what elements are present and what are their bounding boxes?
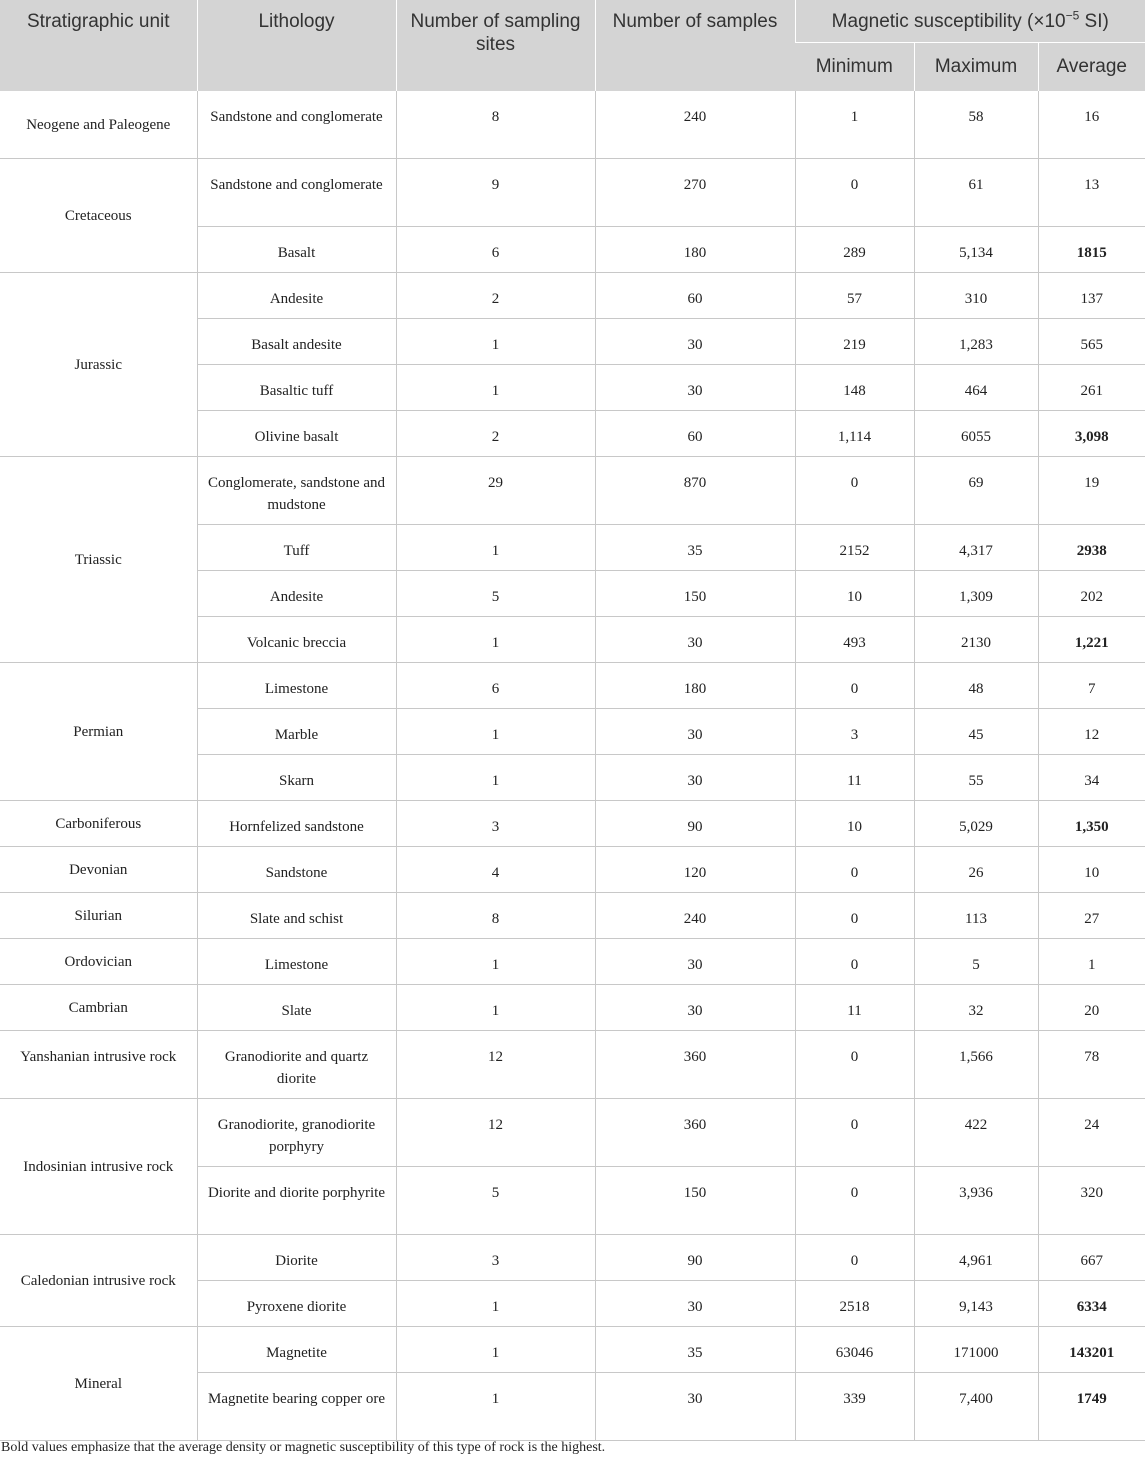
unit-cell: Neogene and Paleogene [0, 91, 197, 159]
unit-cell: Permian [0, 663, 197, 801]
header-minimum: Minimum [795, 43, 914, 92]
avg-cell: 143201 [1038, 1327, 1145, 1373]
avg-cell: 10 [1038, 847, 1145, 893]
samples-cell: 240 [595, 893, 795, 939]
max-cell: 310 [914, 273, 1038, 319]
sites-cell: 5 [396, 571, 595, 617]
sites-cell: 1 [396, 709, 595, 755]
samples-cell: 30 [595, 365, 795, 411]
table-row [0, 1031, 1145, 1099]
max-cell: 464 [914, 365, 1038, 411]
min-cell: 10 [795, 571, 914, 617]
lithology-cell: Magnetite bearing copper ore [197, 1373, 396, 1441]
lithology-cell: Hornfelized sandstone [197, 801, 396, 847]
sites-cell: 5 [396, 1167, 595, 1235]
header-samples: Number of samples [595, 0, 795, 91]
avg-cell: 137 [1038, 273, 1145, 319]
max-cell: 1,283 [914, 319, 1038, 365]
unit-cell: Cambrian [0, 985, 197, 1031]
min-cell: 0 [795, 663, 914, 709]
avg-cell: 1,221 [1038, 617, 1145, 663]
samples-cell: 60 [595, 411, 795, 457]
header-average: Average [1038, 43, 1145, 92]
sites-cell: 1 [396, 755, 595, 801]
sites-cell: 2 [396, 411, 595, 457]
max-cell: 2130 [914, 617, 1038, 663]
avg-cell: 19 [1038, 457, 1145, 525]
avg-cell: 261 [1038, 365, 1145, 411]
table-row [0, 663, 1145, 709]
max-cell: 6055 [914, 411, 1038, 457]
min-cell: 0 [795, 457, 914, 525]
sites-cell: 4 [396, 847, 595, 893]
samples-cell: 60 [595, 273, 795, 319]
lithology-cell: Magnetite [197, 1327, 396, 1373]
samples-cell: 35 [595, 525, 795, 571]
header-mag-exponent: −5 [1065, 8, 1080, 23]
unit-cell: Indosinian intrusive rock [0, 1099, 197, 1235]
max-cell: 9,143 [914, 1281, 1038, 1327]
avg-cell: 16 [1038, 91, 1145, 159]
sites-cell: 3 [396, 801, 595, 847]
sites-cell: 1 [396, 1373, 595, 1441]
avg-cell: 1815 [1038, 227, 1145, 273]
samples-cell: 35 [595, 1327, 795, 1373]
min-cell: 0 [795, 159, 914, 227]
min-cell: 10 [795, 801, 914, 847]
table-row [0, 847, 1145, 893]
lithology-cell: Granodiorite and quartz diorite [197, 1031, 396, 1099]
unit-cell: Mineral [0, 1327, 197, 1441]
samples-cell: 870 [595, 457, 795, 525]
avg-cell: 13 [1038, 159, 1145, 227]
sites-cell: 8 [396, 91, 595, 159]
min-cell: 0 [795, 1031, 914, 1099]
min-cell: 148 [795, 365, 914, 411]
max-cell: 48 [914, 663, 1038, 709]
max-cell: 26 [914, 847, 1038, 893]
avg-cell: 24 [1038, 1099, 1145, 1167]
samples-cell: 30 [595, 617, 795, 663]
samples-cell: 150 [595, 1167, 795, 1235]
table-footnote: Bold values emphasize that the average density or magnetic susceptibility of this type of rock is the highest. [1, 1440, 606, 1455]
max-cell: 5,029 [914, 801, 1038, 847]
header-maximum: Maximum [914, 43, 1038, 92]
lithology-cell: Diorite [197, 1235, 396, 1281]
max-cell: 4,317 [914, 525, 1038, 571]
samples-cell: 90 [595, 1235, 795, 1281]
max-cell: 422 [914, 1099, 1038, 1167]
lithology-cell: Basalt [197, 227, 396, 273]
lithology-cell: Basaltic tuff [197, 365, 396, 411]
max-cell: 7,400 [914, 1373, 1038, 1441]
avg-cell: 27 [1038, 893, 1145, 939]
min-cell: 493 [795, 617, 914, 663]
max-cell: 32 [914, 985, 1038, 1031]
lithology-cell: Conglomerate, sandstone and mudstone [197, 457, 396, 525]
samples-cell: 150 [595, 571, 795, 617]
unit-cell: Carboniferous [0, 801, 197, 847]
max-cell: 55 [914, 755, 1038, 801]
lithology-cell: Tuff [197, 525, 396, 571]
lithology-cell: Limestone [197, 939, 396, 985]
lithology-cell: Andesite [197, 571, 396, 617]
sites-cell: 9 [396, 159, 595, 227]
avg-cell: 1749 [1038, 1373, 1145, 1441]
samples-cell: 270 [595, 159, 795, 227]
avg-cell: 320 [1038, 1167, 1145, 1235]
samples-cell: 30 [595, 939, 795, 985]
header-magnetic-susceptibility [795, 0, 1145, 43]
unit-cell: Yanshanian intrusive rock [0, 1031, 197, 1099]
min-cell: 0 [795, 847, 914, 893]
sites-cell: 1 [396, 319, 595, 365]
avg-cell: 667 [1038, 1235, 1145, 1281]
samples-cell: 90 [595, 801, 795, 847]
unit-cell: Cretaceous [0, 159, 197, 273]
min-cell: 0 [795, 1099, 914, 1167]
min-cell: 0 [795, 939, 914, 985]
lithology-cell: Marble [197, 709, 396, 755]
lithology-cell: Andesite [197, 273, 396, 319]
table-row [0, 159, 1145, 227]
lithology-cell: Sandstone and conglomerate [197, 91, 396, 159]
table-row [0, 1327, 1145, 1373]
avg-cell: 1,350 [1038, 801, 1145, 847]
min-cell: 57 [795, 273, 914, 319]
samples-cell: 30 [595, 1281, 795, 1327]
unit-cell: Silurian [0, 893, 197, 939]
min-cell: 1 [795, 91, 914, 159]
sites-cell: 29 [396, 457, 595, 525]
avg-cell: 34 [1038, 755, 1145, 801]
lithology-cell: Volcanic breccia [197, 617, 396, 663]
lithology-cell: Basalt andesite [197, 319, 396, 365]
min-cell: 219 [795, 319, 914, 365]
table-row [0, 985, 1145, 1031]
sites-cell: 1 [396, 985, 595, 1031]
max-cell: 113 [914, 893, 1038, 939]
min-cell: 1,114 [795, 411, 914, 457]
samples-cell: 30 [595, 709, 795, 755]
lithology-cell: Diorite and diorite porphyrite [197, 1167, 396, 1235]
lithology-cell: Skarn [197, 755, 396, 801]
samples-cell: 360 [595, 1031, 795, 1099]
samples-cell: 30 [595, 319, 795, 365]
header-lithology: Lithology [197, 0, 396, 91]
min-cell: 11 [795, 755, 914, 801]
max-cell: 1,566 [914, 1031, 1038, 1099]
max-cell: 45 [914, 709, 1038, 755]
unit-cell: Caledonian intrusive rock [0, 1235, 197, 1327]
table-row [0, 1235, 1145, 1281]
min-cell: 63046 [795, 1327, 914, 1373]
sites-cell: 1 [396, 1327, 595, 1373]
sites-cell: 2 [396, 273, 595, 319]
avg-cell: 6334 [1038, 1281, 1145, 1327]
sites-cell: 1 [396, 525, 595, 571]
lithology-cell: Olivine basalt [197, 411, 396, 457]
sites-cell: 1 [396, 617, 595, 663]
max-cell: 4,961 [914, 1235, 1038, 1281]
max-cell: 171000 [914, 1327, 1038, 1373]
max-cell: 61 [914, 159, 1038, 227]
header-mag-prefix: Magnetic susceptibility (×10 [831, 11, 1066, 32]
lithology-cell: Limestone [197, 663, 396, 709]
avg-cell: 3,098 [1038, 411, 1145, 457]
sites-cell: 6 [396, 227, 595, 273]
max-cell: 69 [914, 457, 1038, 525]
avg-cell: 565 [1038, 319, 1145, 365]
samples-cell: 180 [595, 227, 795, 273]
lithology-cell: Sandstone [197, 847, 396, 893]
unit-cell: Devonian [0, 847, 197, 893]
max-cell: 1,309 [914, 571, 1038, 617]
sites-cell: 12 [396, 1099, 595, 1167]
header-mag-suffix: SI) [1079, 11, 1109, 32]
samples-cell: 30 [595, 755, 795, 801]
unit-cell: Ordovician [0, 939, 197, 985]
samples-cell: 240 [595, 91, 795, 159]
samples-cell: 30 [595, 1373, 795, 1441]
min-cell: 11 [795, 985, 914, 1031]
max-cell: 3,936 [914, 1167, 1038, 1235]
table-row [0, 273, 1145, 319]
avg-cell: 2938 [1038, 525, 1145, 571]
table-row [0, 939, 1145, 985]
table-row [0, 91, 1145, 159]
max-cell: 58 [914, 91, 1038, 159]
avg-cell: 202 [1038, 571, 1145, 617]
min-cell: 0 [795, 1235, 914, 1281]
samples-cell: 30 [595, 985, 795, 1031]
header-sampling-sites: Number of sampling sites [396, 0, 595, 91]
sites-cell: 1 [396, 939, 595, 985]
lithology-cell: Granodiorite, granodiorite porphyry [197, 1099, 396, 1167]
sites-cell: 6 [396, 663, 595, 709]
avg-cell: 7 [1038, 663, 1145, 709]
sites-cell: 12 [396, 1031, 595, 1099]
min-cell: 0 [795, 1167, 914, 1235]
unit-cell: Triassic [0, 457, 197, 663]
sites-cell: 1 [396, 1281, 595, 1327]
avg-cell: 12 [1038, 709, 1145, 755]
avg-cell: 20 [1038, 985, 1145, 1031]
min-cell: 2518 [795, 1281, 914, 1327]
samples-cell: 360 [595, 1099, 795, 1167]
table-row [0, 893, 1145, 939]
samples-cell: 120 [595, 847, 795, 893]
lithology-cell: Slate [197, 985, 396, 1031]
sites-cell: 3 [396, 1235, 595, 1281]
sites-cell: 1 [396, 365, 595, 411]
min-cell: 289 [795, 227, 914, 273]
table-row [0, 1099, 1145, 1167]
min-cell: 339 [795, 1373, 914, 1441]
unit-cell: Jurassic [0, 273, 197, 457]
table-row [0, 801, 1145, 847]
min-cell: 3 [795, 709, 914, 755]
table-row [0, 457, 1145, 525]
avg-cell: 78 [1038, 1031, 1145, 1099]
sites-cell: 8 [396, 893, 595, 939]
min-cell: 0 [795, 893, 914, 939]
lithology-cell: Sandstone and conglomerate [197, 159, 396, 227]
samples-cell: 180 [595, 663, 795, 709]
max-cell: 5 [914, 939, 1038, 985]
max-cell: 5,134 [914, 227, 1038, 273]
header-stratigraphic-unit: Stratigraphic unit [0, 0, 197, 91]
min-cell: 2152 [795, 525, 914, 571]
lithology-cell: Pyroxene diorite [197, 1281, 396, 1327]
lithology-cell: Slate and schist [197, 893, 396, 939]
avg-cell: 1 [1038, 939, 1145, 985]
